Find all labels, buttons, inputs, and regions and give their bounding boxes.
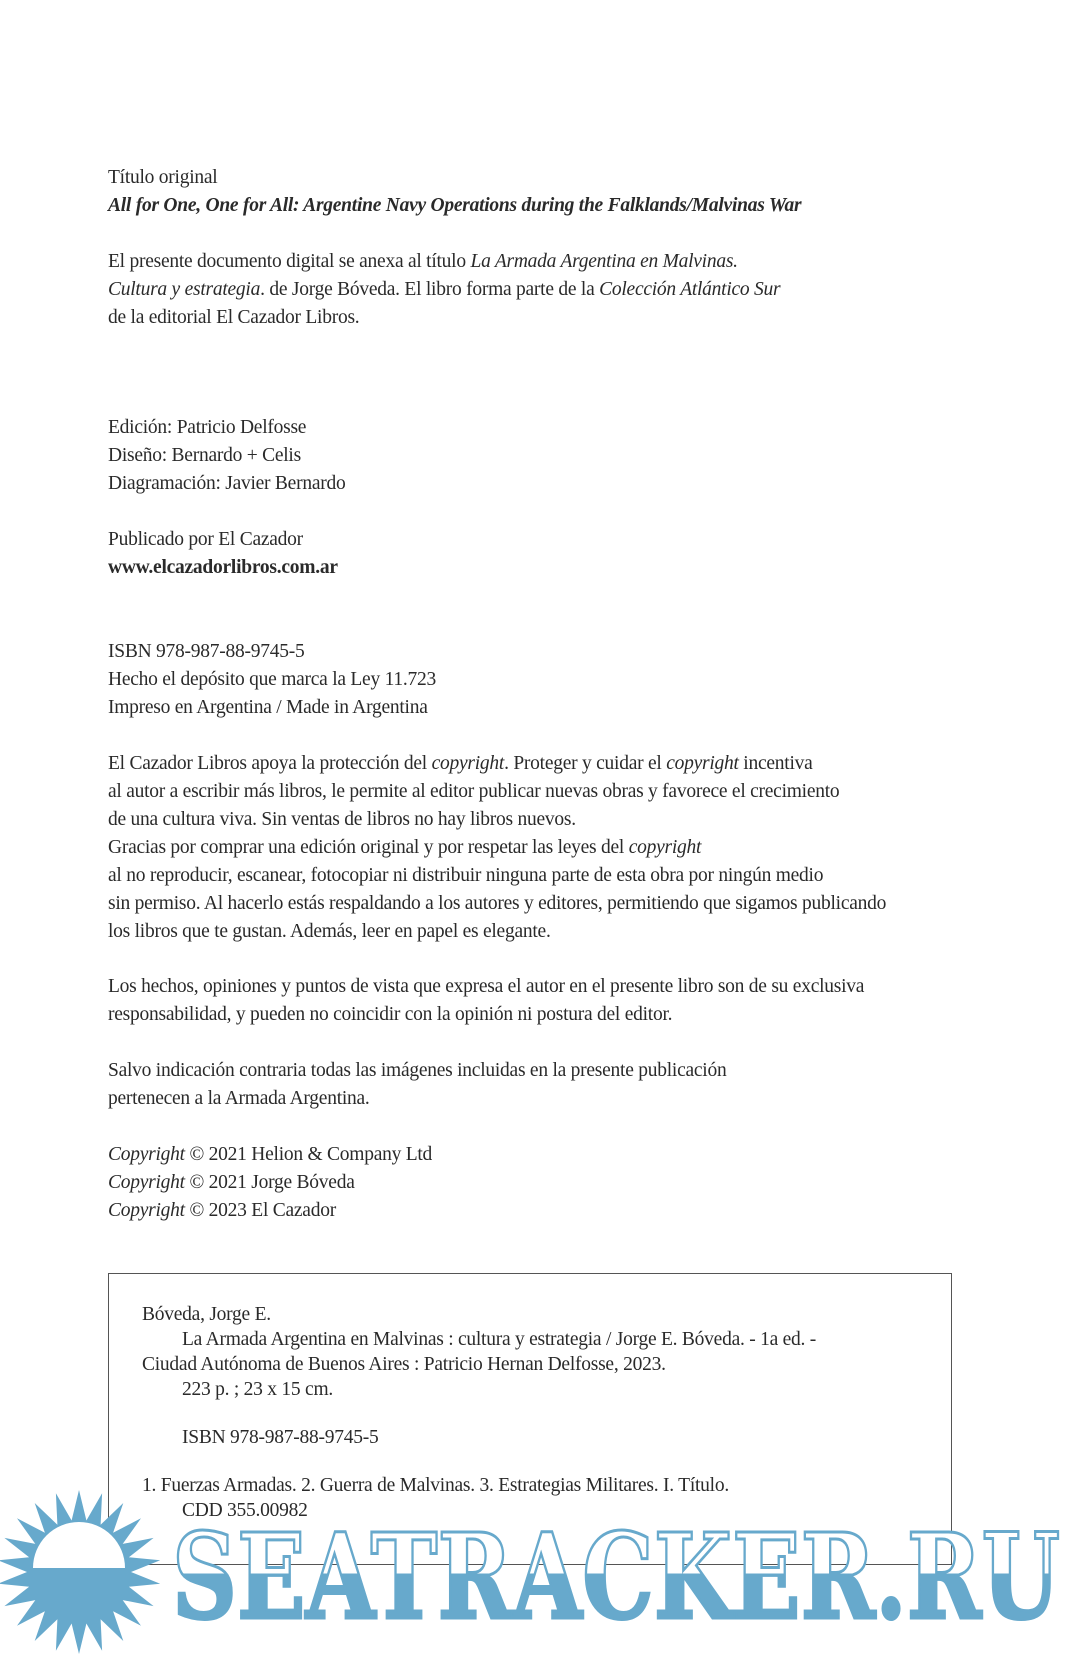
text-segment: © 2021 Helion & Company Ltd	[184, 1144, 433, 1165]
text-segment: Copyright	[108, 1200, 185, 1221]
text-segment: Salvo indicación contraria todas las imágenes incluidas en la presente publicación	[108, 1060, 727, 1081]
text-line	[108, 470, 345, 498]
text-line	[108, 192, 801, 220]
text-line	[108, 973, 864, 1001]
text-line	[108, 666, 436, 694]
text-segment: Título original	[108, 167, 218, 188]
text-line	[108, 304, 780, 332]
text-segment: de la editorial El Cazador Libros.	[108, 307, 360, 328]
copyright-notice	[108, 750, 886, 946]
spacer	[142, 1450, 816, 1473]
spacer	[142, 1402, 816, 1425]
isbn-info	[108, 638, 436, 722]
text-line	[108, 750, 886, 778]
text-segment: copyright	[431, 753, 505, 774]
text-line	[108, 1169, 432, 1197]
text-segment: al autor a escribir más libros, le permite al editor publicar nuevas obras y favorece el crecimiento	[108, 781, 840, 802]
cataloging-line: CDD 355.00982	[182, 1500, 308, 1521]
text-segment: Copyright	[108, 1172, 185, 1193]
cataloging-line: La Armada Argentina en Malvinas : cultura y estrategia / Jorge E. Bóveda. - 1a ed. -	[182, 1329, 817, 1350]
website-link[interactable]: www.elcazadorlibros.com.ar	[108, 557, 338, 578]
text-segment: sin permiso. Al hacerlo estás respaldando a los autores y editores, permitiendo que sigamos publicando	[108, 893, 887, 914]
sun-icon	[0, 1490, 160, 1654]
text-line	[108, 1057, 726, 1085]
text-segment: pertenecen a la Armada Argentina.	[108, 1088, 370, 1109]
text-line	[108, 1141, 432, 1169]
text-segment: El presente documento digital se anexa al título	[108, 251, 471, 272]
text-segment: Diagramación: Javier Bernardo	[108, 473, 346, 494]
text-segment: copyright	[666, 753, 739, 774]
cataloging-line: 223 p. ; 23 x 15 cm.	[182, 1379, 333, 1400]
annex-note	[108, 248, 780, 332]
text-line	[108, 862, 886, 890]
text-segment: Los hechos, opiniones y puntos de vista que expresa el autor en el presente libro son de su exclusiva	[108, 976, 865, 997]
text-segment: Cultura y estrategia	[108, 279, 261, 300]
text-segment: © 2023 El Cazador	[184, 1200, 336, 1221]
text-segment: Edición: Patricio Delfosse	[108, 417, 307, 438]
text-line	[108, 248, 780, 276]
credits	[108, 414, 345, 498]
text-segment: El Cazador Libros apoya la protección del	[108, 753, 432, 774]
text-line	[108, 164, 801, 192]
images-note	[108, 1057, 726, 1113]
text-segment: . de Jorge Bóveda. El libro forma parte de la	[260, 279, 600, 300]
text-segment: © 2021 Jorge Bóveda	[184, 1172, 355, 1193]
text-line	[108, 918, 886, 946]
original-title	[108, 164, 801, 220]
text-segment: copyright	[628, 837, 702, 858]
cataloging-line: Bóveda, Jorge E.	[142, 1304, 271, 1325]
watermark	[0, 1490, 1080, 1656]
text-segment: al no reproducir, escanear, fotocopiar ni distribuir ninguna parte de esta obra por ningún medio	[108, 865, 824, 886]
text-segment: Publicado por El Cazador	[108, 529, 303, 550]
text-line	[108, 276, 780, 304]
text-segment: Copyright	[108, 1144, 185, 1165]
text-segment: Colección Atlántico Sur	[599, 279, 781, 300]
text-segment: responsabilidad, y pueden no coincidir con la opinión ni postura del editor.	[108, 1004, 673, 1025]
cataloging-line: Ciudad Autónoma de Buenos Aires : Patricio Hernan Delfosse, 2023.	[142, 1354, 666, 1375]
text-line	[108, 1001, 864, 1029]
text-segment: Gracias por comprar una edición original y por respetar las leyes del	[108, 837, 629, 858]
text-segment: incentiva	[738, 753, 813, 774]
text-line	[108, 554, 338, 582]
text-line	[108, 694, 436, 722]
disclaimer	[108, 973, 864, 1029]
text-segment: Hecho el depósito que marca la Ley 11.723	[108, 669, 436, 690]
text-segment: . Proteger y cuidar el	[504, 753, 667, 774]
cataloging-line: ISBN 978-987-88-9745-5	[182, 1427, 379, 1448]
text-line	[108, 778, 886, 806]
text-line	[108, 414, 345, 442]
text-line	[108, 806, 886, 834]
copyrights	[108, 1141, 432, 1225]
text-line	[108, 1197, 432, 1225]
text-segment: de una cultura viva. Sin ventas de libros no hay libros nuevos.	[108, 809, 576, 830]
text-line	[108, 890, 886, 918]
text-segment: Impreso en Argentina / Made in Argentina	[108, 697, 428, 718]
text-line	[108, 638, 436, 666]
text-segment: ISBN 978-987-88-9745-5	[108, 641, 305, 662]
text-line	[108, 526, 338, 554]
text-line	[108, 1085, 726, 1113]
watermark-text: SEATRACKER.RU	[172, 1507, 1060, 1646]
publisher	[108, 526, 338, 582]
text-segment: All for One, One for All: Argentine Navy Operations during the Falklands/Malvinas War	[108, 195, 802, 216]
text-line	[108, 442, 345, 470]
text-segment: La Armada Argentina en Malvinas.	[470, 251, 738, 272]
cataloging-line: 1. Fuerzas Armadas. 2. Guerra de Malvinas. 3. Estrategias Militares. I. Título.	[142, 1475, 729, 1496]
text-line	[108, 834, 886, 862]
text-segment: Diseño: Bernardo + Celis	[108, 445, 301, 466]
text-segment: los libros que te gustan. Además, leer en papel es elegante.	[108, 921, 551, 942]
